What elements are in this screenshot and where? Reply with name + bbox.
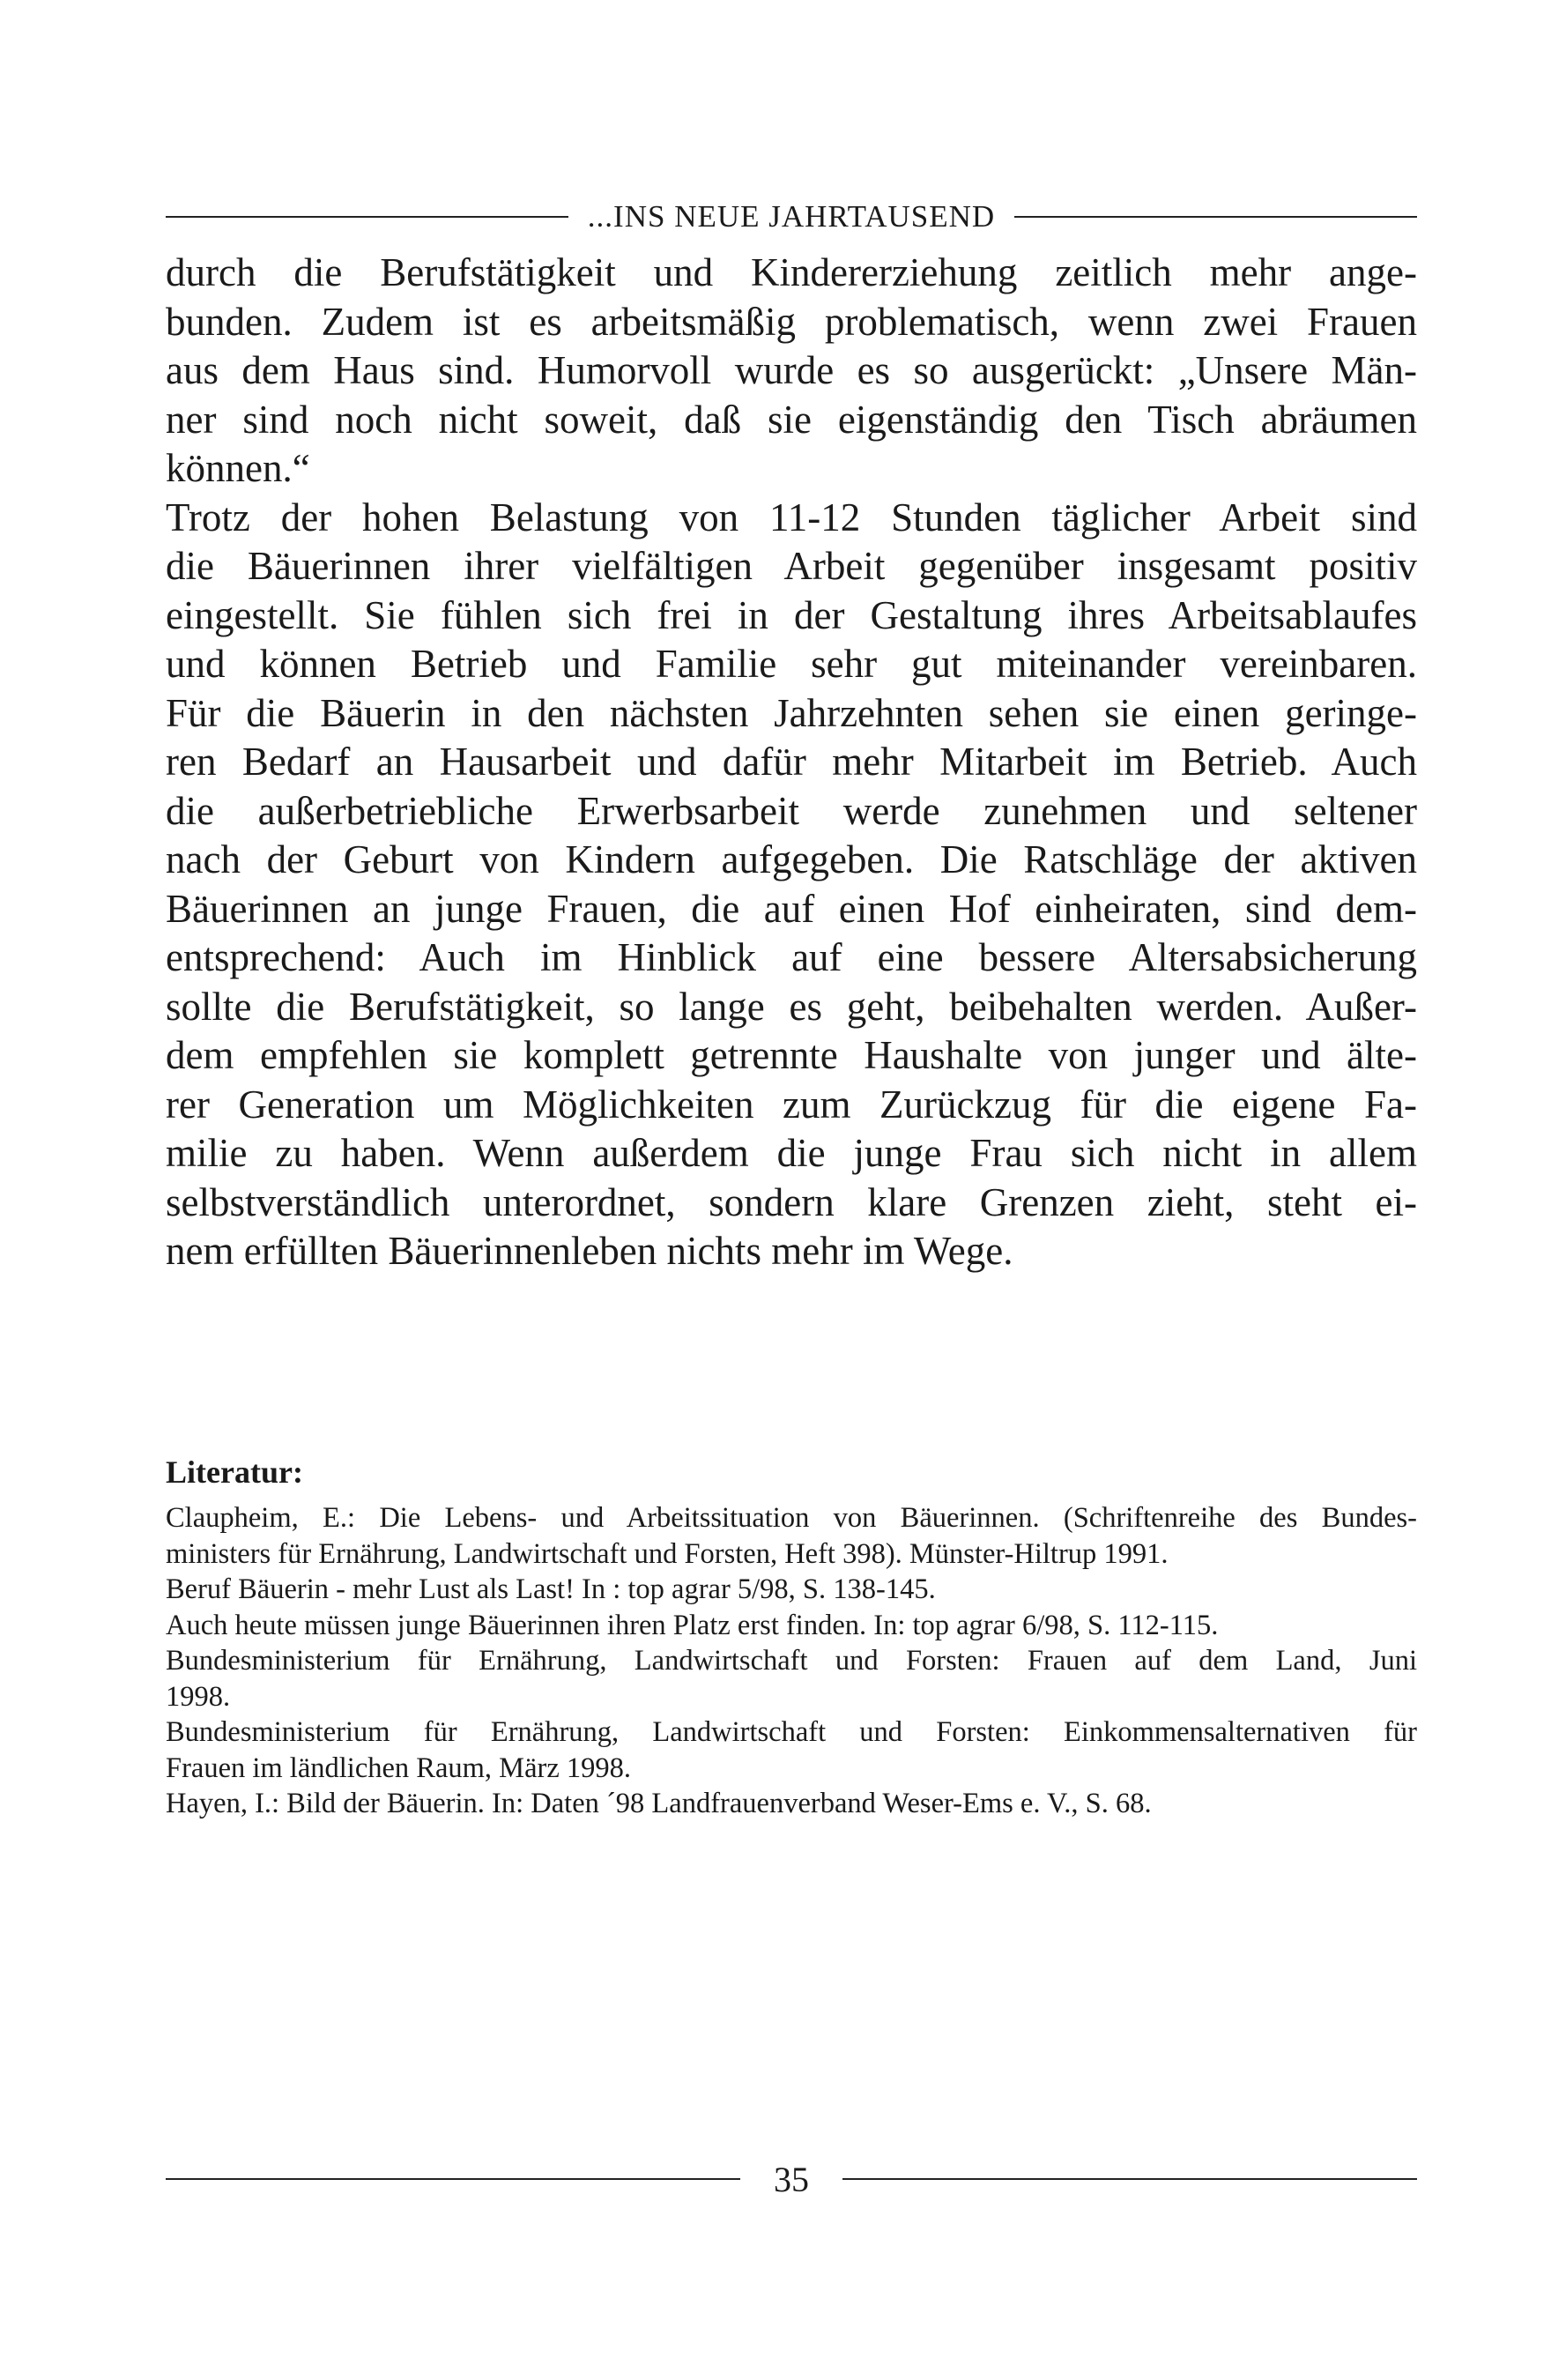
body-line: nem erfüllten Bäuerinnenleben nichts mehr im Wege. (166, 1229, 1013, 1273)
page-number: 35 (774, 2159, 809, 2199)
body-line: die außerbetriebliche Erwerbsarbeit werde zunehmen und seltener (166, 788, 1417, 833)
body-line: können.“ (166, 446, 310, 490)
header-rule-left (166, 216, 568, 218)
body-line: ren Bedarf an Hausarbeit und dafür mehr Mitarbeit im Betrieb. Auch (166, 740, 1417, 784)
literature-heading: Literatur: (166, 1454, 303, 1490)
header-rule-right (1014, 216, 1417, 218)
literature-entry-line: Bundesministerium für Ernährung, Landwirtschaft und Forsten: Einkommensalternativen für (166, 1716, 1417, 1748)
body-line: entsprechend: Auch im Hinblick auf eine bessere Altersabsicherung (166, 935, 1417, 979)
body-line: rer Generation um Möglichkeiten zum Zurückzug für die eigene Fa- (166, 1082, 1417, 1127)
body-line: Für die Bäuerin in den nächsten Jahrzehnten sehen sie einen geringe- (166, 690, 1417, 735)
literature-entry-line: Bundesministerium für Ernährung, Landwirtschaft und Forsten: Frauen auf dem Land, Juni (166, 1645, 1417, 1677)
body-text (166, 249, 1417, 1276)
body-line: dem empfehlen sie komplett getrennte Haushalte von junger und älte- (166, 1033, 1417, 1077)
body-line: Trotz der hohen Belastung von 11-12 Stunden täglicher Arbeit sind (166, 495, 1417, 539)
literature-list (166, 1500, 1417, 1822)
body-line: ner sind noch nicht soweit, daß sie eigenständig den Tisch abräumen (166, 397, 1417, 442)
body-line: bunden. Zudem ist es arbeitsmäßig problematisch, wenn zwei Frauen (166, 299, 1417, 344)
page-footer (166, 2153, 1417, 2205)
body-line: nach der Geburt von Kindern aufgegeben. Die Ratschläge der aktiven (166, 837, 1417, 881)
literature-entry-line: ministers für Ernährung, Landwirtschaft und Forsten, Heft 398). Münster-Hiltrup 1991. (166, 1537, 1169, 1570)
running-header (166, 192, 1417, 242)
body-line: selbstverständlich unterordnet, sondern klare Grenzen zieht, steht ei- (166, 1179, 1417, 1224)
body-line: Bäuerinnen an junge Frauen, die auf einen Hof einheiraten, sind dem- (166, 886, 1417, 931)
body-line: aus dem Haus sind. Humorvoll wurde es so ausgerückt: „Unsere Män- (166, 348, 1417, 392)
literature-section (166, 1446, 1417, 1822)
body-line: milie zu haben. Wenn außerdem die junge Frau sich nicht in allem (166, 1131, 1417, 1175)
body-line: und können Betrieb und Familie sehr gut miteinander vereinbaren. (166, 642, 1417, 686)
body-line: sollte die Berufstätigkeit, so lange es geht, beibehalten werden. Außer- (166, 984, 1417, 1029)
literature-entry-line: Frauen im ländlichen Raum, März 1998. (166, 1752, 631, 1784)
body-line: die Bäuerinnen ihrer vielfältigen Arbeit gegenüber insgesamt positiv (166, 544, 1417, 588)
footer-rule-right (842, 2178, 1417, 2180)
literature-entry-line: 1998. (166, 1680, 231, 1713)
footer-rule-left (166, 2178, 740, 2180)
body-line: durch die Berufstätigkeit und Kindererziehung zeitlich mehr ange- (166, 250, 1417, 294)
literature-entry-line: Beruf Bäuerin - mehr Lust als Last! In : top agrar 5/98, S. 138-145. (166, 1573, 936, 1605)
literature-entry-line: Hayen, I.: Bild der Bäuerin. In: Daten ´98 Landfrauenverband Weser-Ems e. V., S. 68. (166, 1788, 1152, 1819)
literature-entry-line: Claupheim, E.: Die Lebens- und Arbeitssituation von Bäuerinnen. (Schriftenreihe des Bundes- (166, 1502, 1417, 1534)
body-line: eingestellt. Sie fühlen sich frei in der Gestaltung ihres Arbeitsablaufes (166, 592, 1417, 637)
literature-entry-line: Auch heute müssen junge Bäuerinnen ihren Platz erst finden. In: top agrar 6/98, S. 112-115. (166, 1609, 1219, 1641)
running-header-title: ...INS NEUE JAHRTAUSEND (587, 199, 996, 234)
